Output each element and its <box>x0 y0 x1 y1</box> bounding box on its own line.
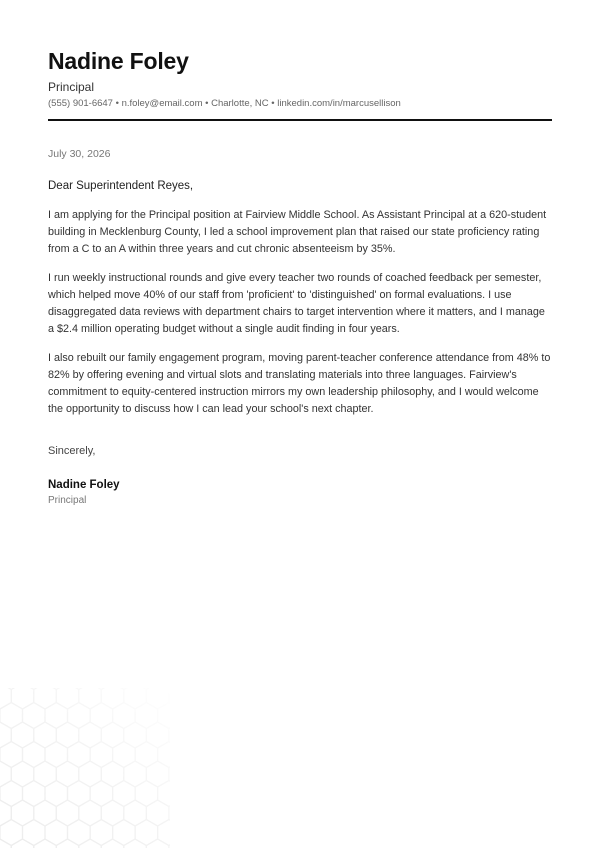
hexagon-shape <box>0 839 11 848</box>
letter-date: July 30, 2026 <box>48 148 111 160</box>
signature-role: Principal <box>48 495 87 506</box>
signature-name: Nadine Foley <box>48 479 120 491</box>
closing: Sincerely, <box>48 445 96 457</box>
header-divider <box>48 119 552 121</box>
paragraph: I run weekly instructional rounds and give every teacher two rounds of coached feedback per semester, which helped move 40% of our staff from 'proficient' to 'distinguished' on formal evaluations. I use disaggregated data reviews with department chairs to target intervention where it matters, and I manage a $2.4 million operating budget without a single audit finding in four years. <box>48 272 545 335</box>
hexagon-shape <box>124 839 147 848</box>
hexagon-pattern <box>0 688 170 848</box>
hexagon-shape <box>79 688 102 709</box>
hexagon-shape <box>11 839 34 848</box>
applicant-name: Nadine Foley <box>48 48 189 74</box>
applicant-role: Principal <box>48 80 95 94</box>
salutation: Dear Superintendent Reyes, <box>48 180 194 192</box>
hexagon-shape <box>158 742 170 768</box>
hexagon-shape <box>146 688 169 709</box>
hexagon-shape <box>79 839 102 848</box>
letter-body <box>48 207 552 430</box>
hexagon-shape <box>34 839 57 848</box>
contact-line: (555) 901-6647 • n.foley@email.com • Charlotte, NC • linkedin.com/in/marcusellison <box>48 98 401 109</box>
hexagon-shape <box>11 688 34 709</box>
hexagon-shape <box>101 688 124 709</box>
hexagon-shape <box>56 839 79 848</box>
paragraph: I also rebuilt our family engagement program, moving parent-teacher conference attendance from 48% to 82% by offering evening and virtual slots and translating materials into three languages. Fairview's commitment to equity-centered instruction mirrors my own leadership philosophy, and I would welcome the opportunity to discuss how I can lead your school's next chapter. <box>48 352 551 415</box>
hexagon-shape <box>101 839 124 848</box>
hexagon-shape <box>158 781 170 807</box>
hexagon-shape <box>56 688 79 709</box>
hexagon-shape <box>146 839 169 848</box>
hexagon-shape <box>158 820 170 846</box>
paragraph: I am applying for the Principal position at Fairview Middle School. As Assistant Principal at a 620-student building in Mecklenburg County, I led a school improvement plan that raised our state proficiency rating from a C to an A within three years and cut chronic absenteeism by 35%. <box>48 209 547 255</box>
hexagon-shape <box>34 688 57 709</box>
hexagon-shape <box>124 688 147 709</box>
hexagon-shape <box>158 703 170 729</box>
